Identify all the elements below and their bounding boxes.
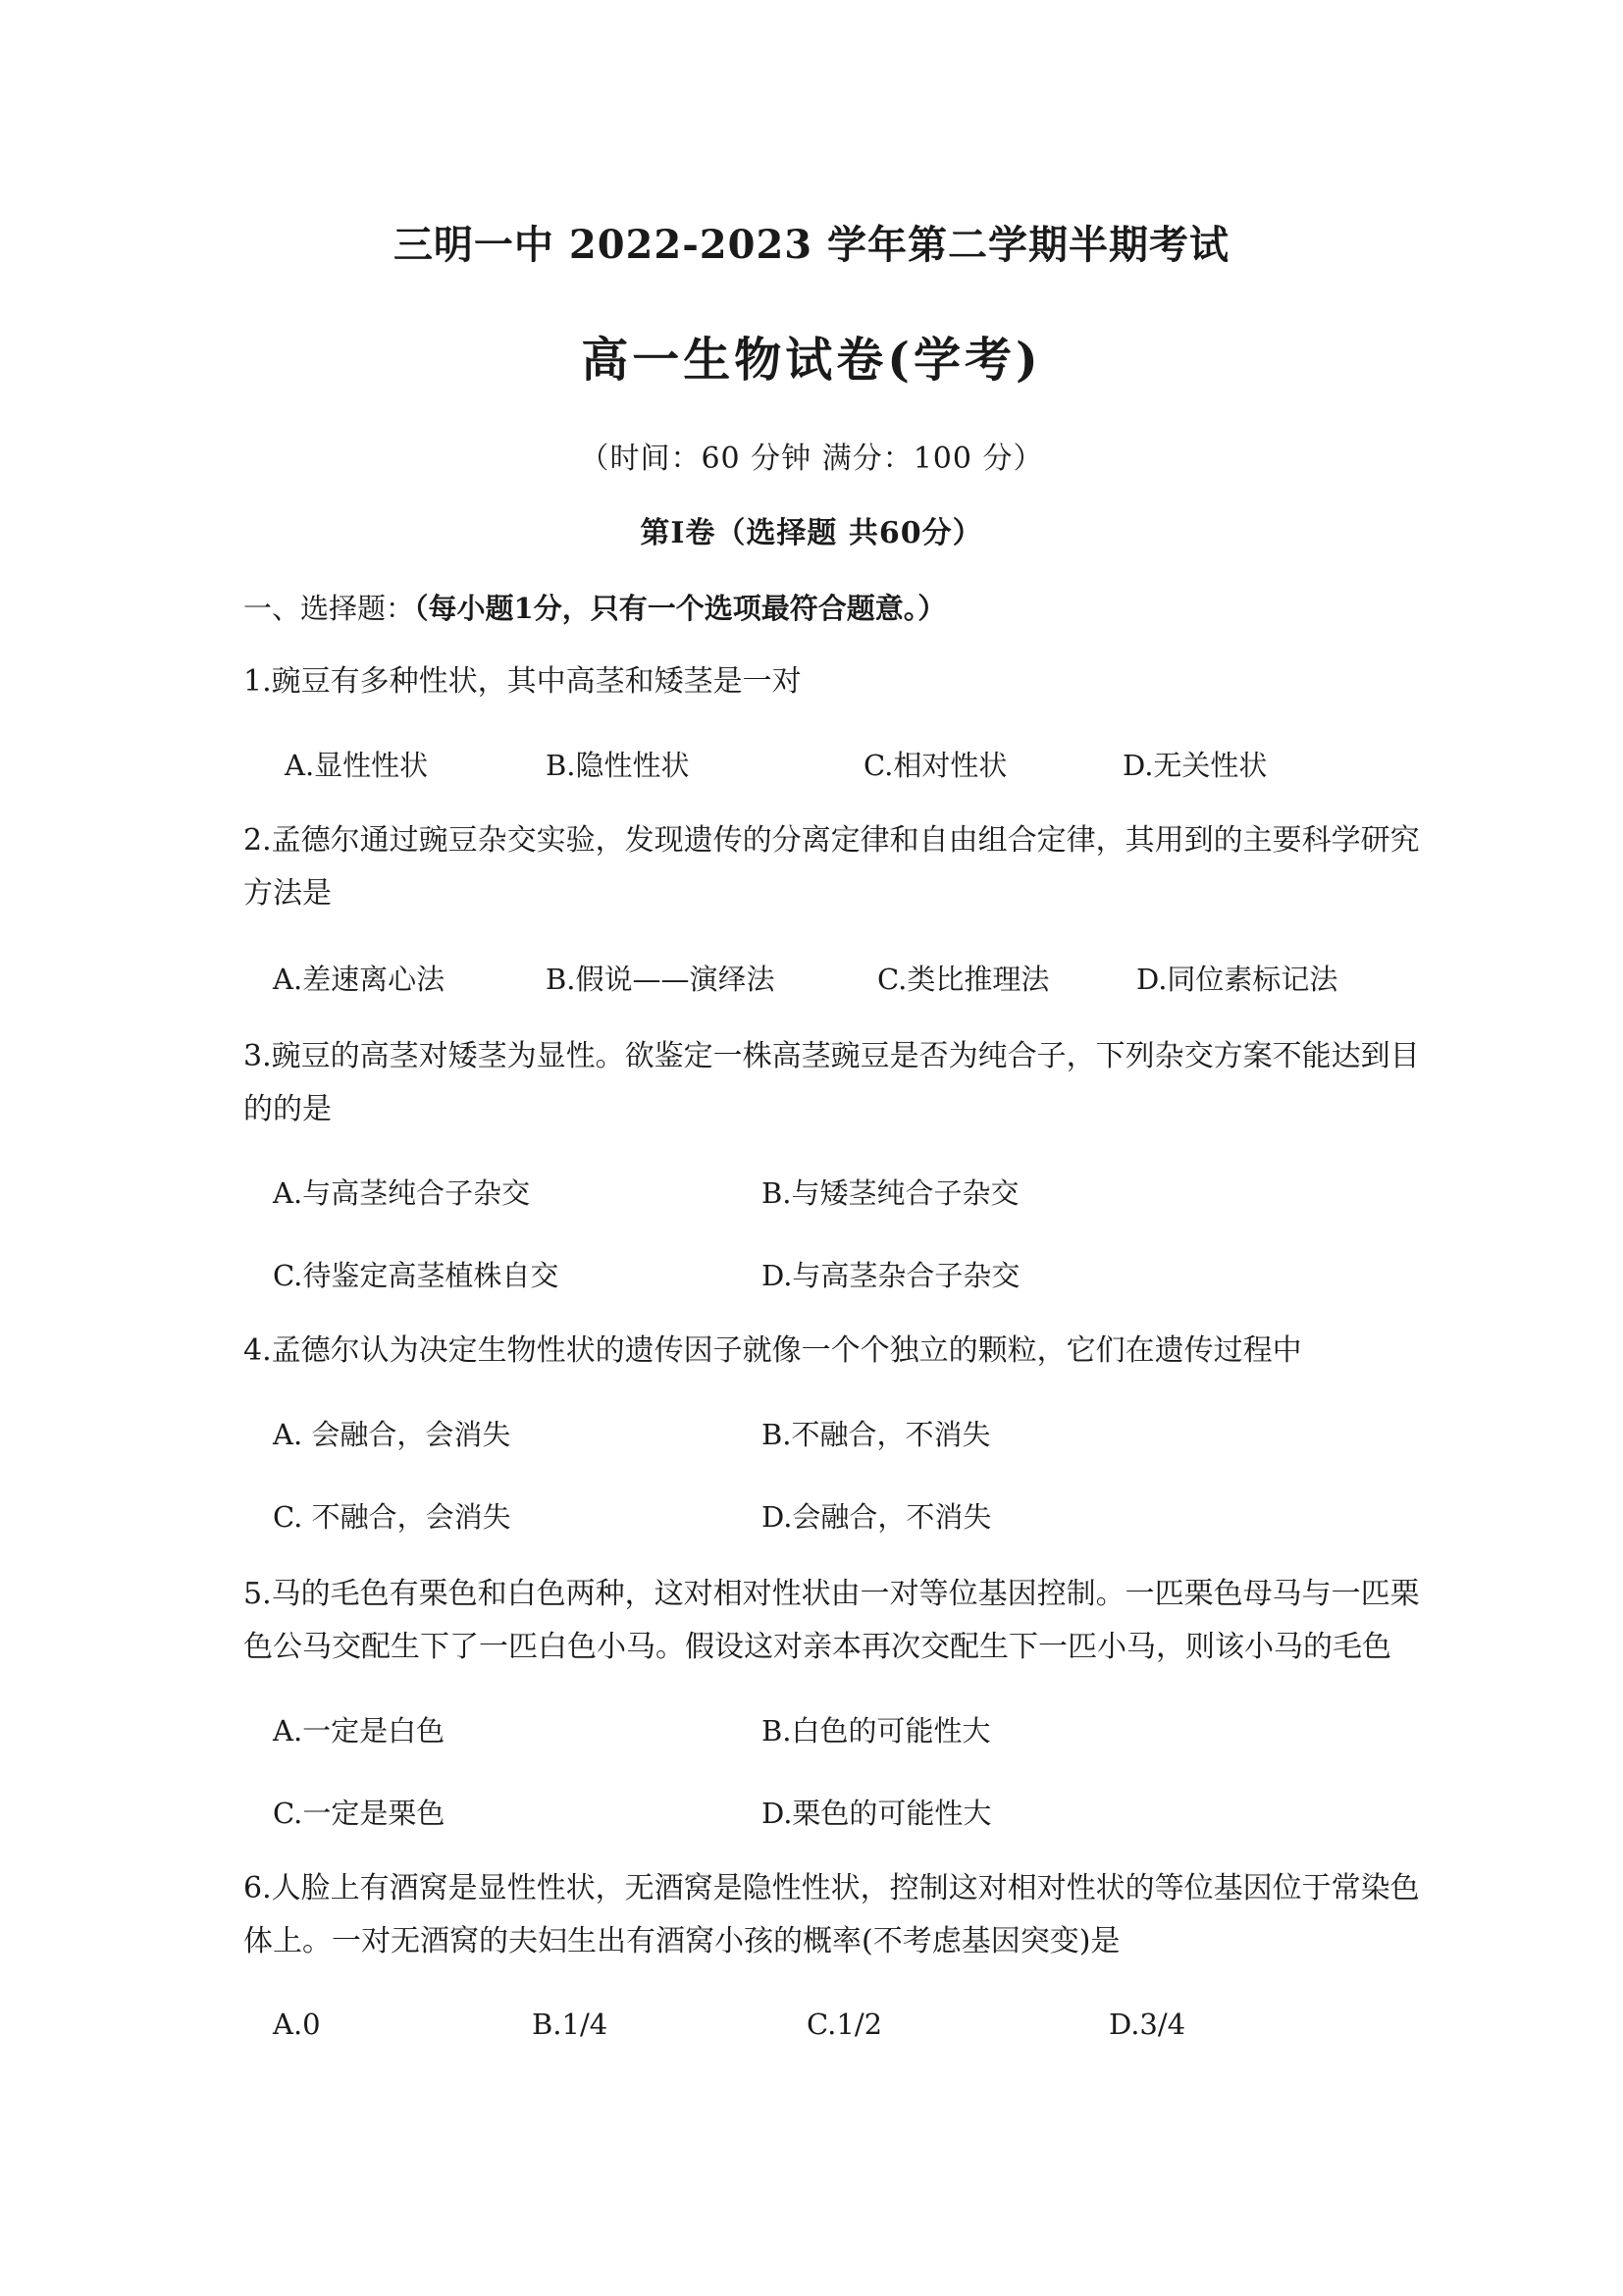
stem-line: 体上。一对无酒窝的夫妇生出有酒窝小孩的概率(不考虑基因突变)是 bbox=[243, 1924, 1121, 1958]
question-4-option-c: C. 不融合，会消失 bbox=[273, 1500, 511, 1534]
question-5-option-d: D.栗色的可能性大 bbox=[761, 1797, 992, 1830]
question-4-option-d: D.会融合，不消失 bbox=[761, 1500, 992, 1534]
part-title: 第Ⅰ卷（选择题 共60分） bbox=[640, 516, 983, 550]
question-2-option-c: C.类比推理法 bbox=[877, 963, 1050, 996]
question-5-option-a: A.一定是白色 bbox=[273, 1714, 445, 1748]
question-6-option-b: B.1/4 bbox=[532, 2008, 608, 2041]
exam-info: （时间：60 分钟 满分：100 分） bbox=[579, 442, 1044, 476]
question-6-option-a: A.0 bbox=[273, 2008, 321, 2041]
question-5-option-b: B.白色的可能性大 bbox=[761, 1714, 991, 1748]
question-2-stem bbox=[243, 814, 1420, 920]
stem-line: 4.孟德尔认为决定生物性状的遗传因子就像一个个独立的颗粒，它们在遗传过程中 bbox=[243, 1333, 1302, 1368]
stem-line: 色公马交配生下了一匹白色小马。假设这对亲本再次交配生下一匹小马，则该小马的毛色 bbox=[243, 1630, 1391, 1664]
question-3-option-a: A.与高茎纯合子杂交 bbox=[273, 1176, 531, 1210]
question-3-option-d: D.与高茎杂合子杂交 bbox=[761, 1259, 1021, 1292]
question-3-option-b: B.与矮茎纯合子杂交 bbox=[761, 1176, 1020, 1210]
question-1-option-b: B.隐性性状 bbox=[546, 749, 690, 782]
section-instruction: （每小题1分，只有一个选项最符合题意。） bbox=[414, 592, 947, 625]
section-label: 一、选择题： bbox=[243, 592, 415, 625]
stem-line: 6.人脸上有酒窝是显性性状，无酒窝是隐性性状，控制这对相对性状的等位基因位于常染色 bbox=[243, 1871, 1420, 1905]
question-1-option-a: A.显性性状 bbox=[285, 749, 429, 782]
question-5-option-c: C.一定是栗色 bbox=[273, 1797, 445, 1830]
question-4-stem bbox=[243, 1325, 1302, 1378]
question-2-option-b: B.假说——演绎法 bbox=[546, 963, 775, 996]
question-3-stem bbox=[243, 1030, 1420, 1136]
question-1-option-c: C.相对性状 bbox=[864, 749, 1008, 782]
question-6-option-d: D.3/4 bbox=[1109, 2008, 1186, 2041]
stem-line: 1.豌豆有多种性状，其中高茎和矮茎是一对 bbox=[243, 664, 802, 699]
school-title: 三明一中 2022-2023 学年第二学期半期考试 bbox=[393, 222, 1230, 268]
question-2-option-d: D.同位素标记法 bbox=[1136, 963, 1338, 996]
stem-line: 的的是 bbox=[243, 1092, 332, 1126]
question-2-option-a: A.差速离心法 bbox=[273, 963, 445, 996]
stem-line: 3.豌豆的高茎对矮茎为显性。欲鉴定一株高茎豌豆是否为纯合子，下列杂交方案不能达到目 bbox=[243, 1039, 1420, 1073]
question-1-stem bbox=[243, 655, 802, 708]
stem-line: 2.孟德尔通过豌豆杂交实验，发现遗传的分离定律和自由组合定律，其用到的主要科学研究 bbox=[243, 823, 1420, 858]
question-1-option-d: D.无关性状 bbox=[1123, 749, 1268, 782]
stem-line: 方法是 bbox=[243, 876, 332, 911]
question-4-option-b: B.不融合，不消失 bbox=[761, 1418, 991, 1451]
section-heading bbox=[243, 587, 946, 627]
question-4-option-a: A. 会融合，会消失 bbox=[273, 1418, 511, 1451]
question-3-option-c: C.待鉴定高茎植株自交 bbox=[273, 1259, 559, 1292]
stem-line: 5.马的毛色有栗色和白色两种，这对相对性状由一对等位基因控制。一匹栗色母马与一匹栗 bbox=[243, 1577, 1420, 1611]
question-6-option-c: C.1/2 bbox=[807, 2008, 883, 2041]
question-6-stem bbox=[243, 1862, 1420, 1968]
question-5-stem bbox=[243, 1568, 1420, 1674]
paper-title: 高一生物试卷(学考) bbox=[581, 333, 1042, 388]
